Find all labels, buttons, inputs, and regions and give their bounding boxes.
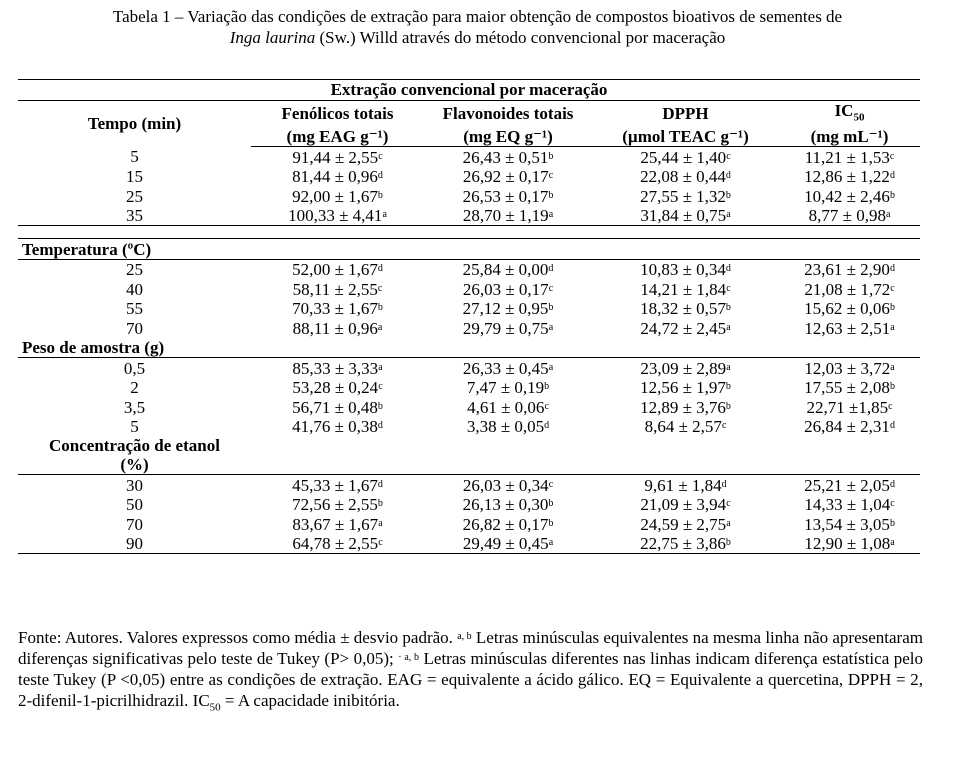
cell-value: 13,54 ± 3,05 xyxy=(804,514,890,534)
table-row xyxy=(18,167,920,187)
species-name: Inga laurina xyxy=(229,28,316,47)
cell-value: 100,33 ± 4,41 xyxy=(288,206,383,226)
row-label: 3,5 xyxy=(123,397,146,417)
cell-letter: b xyxy=(548,302,554,314)
col-header-ic50: $IC_{50}$ xyxy=(834,100,865,123)
table-cell xyxy=(592,318,779,338)
cell-value: 12,90 ± 1,08 xyxy=(804,534,891,554)
cell-letter: a xyxy=(378,517,383,529)
table-cell xyxy=(592,259,779,279)
cell-letter: d xyxy=(721,478,727,490)
cell-letter: b xyxy=(377,400,383,412)
table-cell xyxy=(251,279,424,299)
cell-letter: a xyxy=(548,321,554,333)
table-cell xyxy=(251,514,424,534)
cell-value: 31,84 ± 0,75 xyxy=(640,206,727,226)
cell-letter: c xyxy=(548,478,554,490)
table-cell xyxy=(779,417,920,437)
cell-letter: c xyxy=(378,150,383,162)
cell-value: 27,55 ± 1,32 xyxy=(640,186,726,206)
cell-letter: d xyxy=(377,170,383,182)
cell-letter: c xyxy=(548,170,554,182)
table-cell xyxy=(251,206,424,226)
col-header-tempo: Tempo (min) xyxy=(87,114,182,134)
table-cell xyxy=(592,397,779,417)
cell-value: 11,21 ± 1,53 xyxy=(804,147,890,167)
cell-letter: b xyxy=(548,189,554,201)
cell-value: 8,64 ± 2,57 xyxy=(644,417,722,437)
section-header xyxy=(18,338,920,358)
row-label: 25 xyxy=(126,260,143,280)
row-label: 40 xyxy=(126,279,143,299)
table-cell xyxy=(592,358,779,378)
cell-value: 26,33 ± 0,45 xyxy=(462,358,549,378)
cell-value: 29,49 ± 0,45 xyxy=(462,534,549,554)
table-cell xyxy=(424,358,592,378)
unit-flavonoides: (mg EQ g⁻¹) xyxy=(424,127,592,147)
cell-value: 53,28 ± 0,24 xyxy=(292,378,379,398)
unit-fenolicos: (mg EAG g⁻¹) xyxy=(251,127,424,147)
table-row xyxy=(18,186,920,206)
cell-value: 26,82 ± 0,17 xyxy=(462,514,549,534)
table-cell xyxy=(592,186,779,206)
unit-ic50: (mg mL⁻¹) xyxy=(779,127,920,147)
cell-value: 26,03 ± 0,34 xyxy=(462,475,549,495)
table-cell xyxy=(424,514,592,534)
table-cell xyxy=(424,147,592,167)
cell-value: 15,62 ± 0,06 xyxy=(804,299,890,319)
cell-value: 8,77 ± 0,98 xyxy=(808,206,886,226)
cell-value: 12,56 ± 1,97 xyxy=(640,378,726,398)
table-cell xyxy=(592,279,779,299)
row-label: 5 xyxy=(130,147,139,167)
cell-value: 24,59 ± 2,75 xyxy=(640,514,727,534)
cell-value: 92,00 ± 1,67 xyxy=(292,186,378,206)
cell-letter: d xyxy=(548,263,554,275)
table-cell xyxy=(251,397,424,417)
section-header xyxy=(18,436,920,475)
cell-letter: d xyxy=(725,263,731,275)
table-cell xyxy=(779,299,920,319)
cell-value: 26,84 ± 2,31 xyxy=(804,417,890,437)
table-cell xyxy=(779,259,920,279)
cell-value: 10,42 ± 2,46 xyxy=(804,186,890,206)
cell-value: 70,33 ± 1,67 xyxy=(292,299,378,319)
table-cell xyxy=(251,378,424,398)
table-cell xyxy=(779,534,920,554)
cell-value: 64,78 ± 2,55 xyxy=(292,534,379,554)
table-cell xyxy=(251,358,424,378)
cell-letter: d xyxy=(889,478,895,490)
table-cell xyxy=(779,397,920,417)
table-cell xyxy=(251,147,424,167)
cell-value: 72,56 ± 2,55 xyxy=(292,495,378,515)
cell-value: 26,92 ± 0,17 xyxy=(462,167,549,187)
cell-value: 28,70 ± 1,19 xyxy=(462,206,549,226)
cell-value: 10,83 ± 0,34 xyxy=(640,260,726,280)
table-cell xyxy=(424,417,592,437)
cell-letter: b xyxy=(548,498,554,510)
table-cell xyxy=(424,167,592,187)
main-header: Extração convencional por maceração xyxy=(18,80,920,101)
table-cell xyxy=(779,279,920,299)
table-footnote: Fonte: Autores. Valores expressos como média ± desvio padrão. $^{a, b}$ Letras minúsculas equivalentes na mesma linha não apresentaram diferenças significativas pelo teste de Tukey (P> 0,05); $^{\cdot a, b}$ Letras minúsculas diferentes nas linhas indicam diferença estatística pelo teste Tukey (P <0,05) entre as condições de extração. EAG = equivalente a ácido gálico. EQ = Equivalente a quercetina, DPPH = 2, 2-difenil-1-picrilhidrazil. $IC_{50} = A$ capacidade inibitória. xyxy=(18,628,923,714)
row-label: 15 xyxy=(126,167,143,187)
cell-letter: c xyxy=(378,381,383,393)
section-title: Peso de amostra (g) xyxy=(18,338,920,358)
cell-value: 7,47 ± 0,19 xyxy=(466,378,545,398)
cell-letter: a xyxy=(726,209,731,221)
cell-letter: a xyxy=(890,321,895,333)
table-row xyxy=(18,206,920,226)
section-title: Temperatura (ºC) xyxy=(18,239,920,260)
cell-letter: b xyxy=(889,381,895,393)
table-cell xyxy=(251,186,424,206)
cell-letter: d xyxy=(377,478,383,490)
cell-value: 26,43 ± 0,51 xyxy=(462,147,549,167)
table-row xyxy=(18,358,920,378)
cell-letter: a xyxy=(890,361,895,373)
table-cell xyxy=(424,534,592,554)
cell-letter: b xyxy=(725,400,731,412)
cell-letter: a xyxy=(726,361,731,373)
table-cell xyxy=(779,186,920,206)
table-cell xyxy=(424,299,592,319)
row-label: 70 xyxy=(126,318,143,338)
cell-value: 12,03 ± 3,72 xyxy=(804,358,891,378)
cell-letter: a xyxy=(890,537,895,549)
table-cell xyxy=(592,167,779,187)
cell-value: 45,33 ± 1,67 xyxy=(292,475,378,495)
cell-letter: c xyxy=(548,282,554,294)
extraction-table xyxy=(18,79,920,554)
table-cell xyxy=(592,514,779,534)
cell-letter: b xyxy=(548,150,554,162)
table-row xyxy=(18,318,920,338)
table-row xyxy=(18,397,920,417)
col-header-flavonoides: Flavonoides totais xyxy=(442,104,574,124)
cell-value: 25,21 ± 2,05 xyxy=(804,475,890,495)
table-cell xyxy=(592,378,779,398)
table-row xyxy=(18,259,920,279)
cell-letter: c xyxy=(726,282,731,294)
cell-value: 21,08 ± 1,72 xyxy=(804,279,891,299)
spacer-row xyxy=(18,226,920,239)
row-label: 35 xyxy=(18,206,251,226)
cell-letter: c xyxy=(888,400,893,412)
table-cell xyxy=(251,259,424,279)
cell-value: 25,84 ± 0,00 xyxy=(462,260,549,280)
caption-line-1: Tabela 1 – Variação das condições de extração para maior obtenção de compostos bioativos de sementes de xyxy=(112,7,843,26)
cell-letter: b xyxy=(889,517,895,529)
table-cell xyxy=(251,475,424,495)
cell-letter: b xyxy=(377,498,383,510)
caption-line-2 xyxy=(0,27,955,48)
table-cell xyxy=(251,417,424,437)
table-cell xyxy=(592,299,779,319)
table-cell xyxy=(251,495,424,515)
table-cell xyxy=(779,147,920,167)
table-cell xyxy=(251,299,424,319)
cell-value: 12,89 ± 3,76 xyxy=(640,397,726,417)
table-cell xyxy=(424,186,592,206)
table-cell xyxy=(251,167,424,187)
table-cell xyxy=(424,495,592,515)
cell-value: 25,44 ± 1,40 xyxy=(640,147,727,167)
cell-letter: a xyxy=(726,321,731,333)
cell-letter: c xyxy=(377,282,383,294)
cell-letter: a xyxy=(548,537,554,549)
cell-value: 83,67 ± 1,67 xyxy=(292,514,379,534)
table-cell xyxy=(779,475,920,495)
table-row xyxy=(18,417,920,437)
cell-letter: a xyxy=(726,517,731,529)
table-cell xyxy=(779,495,920,515)
table-body xyxy=(18,147,920,554)
cell-letter: a xyxy=(885,209,891,221)
unit-dpph: (µmol TEAC g⁻¹) xyxy=(592,127,779,147)
cell-letter: d xyxy=(889,263,895,275)
table-cell xyxy=(779,167,920,187)
cell-letter: b xyxy=(725,537,731,549)
cell-value: 14,21 ± 1,84 xyxy=(640,279,727,299)
cell-letter: b xyxy=(889,302,895,314)
table-row xyxy=(18,534,920,554)
cell-letter: d xyxy=(889,170,895,182)
cell-value: 17,55 ± 2,08 xyxy=(804,378,890,398)
cell-letter: c xyxy=(378,537,383,549)
cell-letter: a xyxy=(378,361,383,373)
table-cell xyxy=(424,397,592,417)
cell-value: 23,09 ± 2,89 xyxy=(640,358,727,378)
table-cell xyxy=(592,495,779,515)
cell-value: 88,11 ± 0,96 xyxy=(292,318,378,338)
cell-letter: c xyxy=(889,150,895,162)
cell-value: 52,00 ± 1,67 xyxy=(292,260,378,280)
cell-letter: a xyxy=(377,321,383,333)
cell-value: 9,61 ± 1,84 xyxy=(644,475,722,495)
table-cell xyxy=(424,206,592,226)
table-cell xyxy=(424,259,592,279)
row-label: 50 xyxy=(126,495,143,515)
row-label: 5 xyxy=(130,417,139,437)
cell-letter: a xyxy=(548,209,554,221)
cell-value: 27,12 ± 0,95 xyxy=(462,299,549,319)
cell-letter: c xyxy=(890,498,895,510)
col-header-dpph: DPPH xyxy=(662,104,709,124)
cell-value: 56,71 ± 0,48 xyxy=(292,397,378,417)
cell-letter: b xyxy=(544,381,550,393)
table-cell xyxy=(779,378,920,398)
table-cell xyxy=(592,417,779,437)
col-header-fenolicos: Fenólicos totais xyxy=(281,104,394,124)
table-cell xyxy=(592,147,779,167)
table-cell xyxy=(779,514,920,534)
table-row xyxy=(18,378,920,398)
cell-value: 29,79 ± 0,75 xyxy=(462,318,549,338)
row-label: 55 xyxy=(126,299,143,319)
cell-letter: b xyxy=(377,189,383,201)
cell-value: 21,09 ± 3,94 xyxy=(640,495,727,515)
section-header xyxy=(18,239,920,260)
table-row xyxy=(18,147,920,167)
cell-value: 85,33 ± 3,33 xyxy=(292,358,379,378)
table-cell xyxy=(779,318,920,338)
cell-letter: d xyxy=(889,420,895,432)
cell-value: 58,11 ± 2,55 xyxy=(292,279,378,299)
cell-letter: d xyxy=(377,420,383,432)
table-row xyxy=(18,514,920,534)
cell-letter: b xyxy=(889,189,895,201)
row-label: 2 xyxy=(130,378,139,398)
table-caption xyxy=(0,6,955,48)
cell-value: 41,76 ± 0,38 xyxy=(292,417,378,437)
cell-letter: d xyxy=(544,420,550,432)
table-cell xyxy=(251,534,424,554)
cell-letter: c xyxy=(726,150,731,162)
cell-value: 22,08 ± 0,44 xyxy=(640,167,726,187)
table-cell xyxy=(779,358,920,378)
cell-letter: a xyxy=(382,209,387,221)
cell-value: 12,86 ± 1,22 xyxy=(804,167,890,187)
row-label: 70 xyxy=(126,514,143,534)
table-cell xyxy=(592,534,779,554)
row-label: 30 xyxy=(126,475,143,495)
cell-letter: c xyxy=(544,400,549,412)
cell-letter: d xyxy=(377,263,383,275)
table-cell xyxy=(779,206,920,226)
table-row xyxy=(18,475,920,495)
cell-letter: b xyxy=(725,381,731,393)
cell-value: 4,61 ± 0,06 xyxy=(467,397,545,417)
cell-value: 23,61 ± 2,90 xyxy=(804,260,890,280)
cell-letter: b xyxy=(377,302,383,314)
cell-value: 26,13 ± 0,30 xyxy=(462,495,549,515)
cell-value: 22,71 ±1,85 xyxy=(806,397,889,417)
cell-letter: c xyxy=(726,498,731,510)
cell-letter: b xyxy=(725,302,731,314)
table-row xyxy=(18,495,920,515)
table-cell xyxy=(424,378,592,398)
table-row xyxy=(18,279,920,299)
cell-value: 81,44 ± 0,96 xyxy=(292,167,378,187)
cell-value: 12,63 ± 2,51 xyxy=(804,318,891,338)
cell-letter: c xyxy=(890,282,895,294)
cell-value: 26,53 ± 0,17 xyxy=(462,186,549,206)
cell-value: 24,72 ± 2,45 xyxy=(640,318,727,338)
table-cell xyxy=(424,475,592,495)
cell-letter: d xyxy=(725,170,731,182)
cell-value: 26,03 ± 0,17 xyxy=(462,279,549,299)
table-cell xyxy=(592,475,779,495)
section-title: Concentração de etanol (%) xyxy=(18,436,251,475)
cell-value: 22,75 ± 3,86 xyxy=(640,534,726,554)
caption-line-2-rest: (Sw.) Willd através do método convencional por maceração xyxy=(315,28,726,47)
cell-value: 18,32 ± 0,57 xyxy=(640,299,726,319)
table-row xyxy=(18,299,920,319)
table-cell xyxy=(424,318,592,338)
table-cell xyxy=(592,206,779,226)
table-cell xyxy=(424,279,592,299)
row-label: 25 xyxy=(126,186,143,206)
table-cell xyxy=(251,318,424,338)
cell-value: 3,38 ± 0,05 xyxy=(466,417,545,437)
row-label: 0,5 xyxy=(123,358,146,378)
cell-value: 14,33 ± 1,04 xyxy=(804,495,891,515)
row-label: 90 xyxy=(18,534,251,554)
cell-letter: b xyxy=(548,517,554,529)
cell-value: 91,44 ± 2,55 xyxy=(292,147,379,167)
cell-letter: c xyxy=(721,420,727,432)
cell-letter: b xyxy=(725,189,731,201)
cell-letter: a xyxy=(548,361,554,373)
